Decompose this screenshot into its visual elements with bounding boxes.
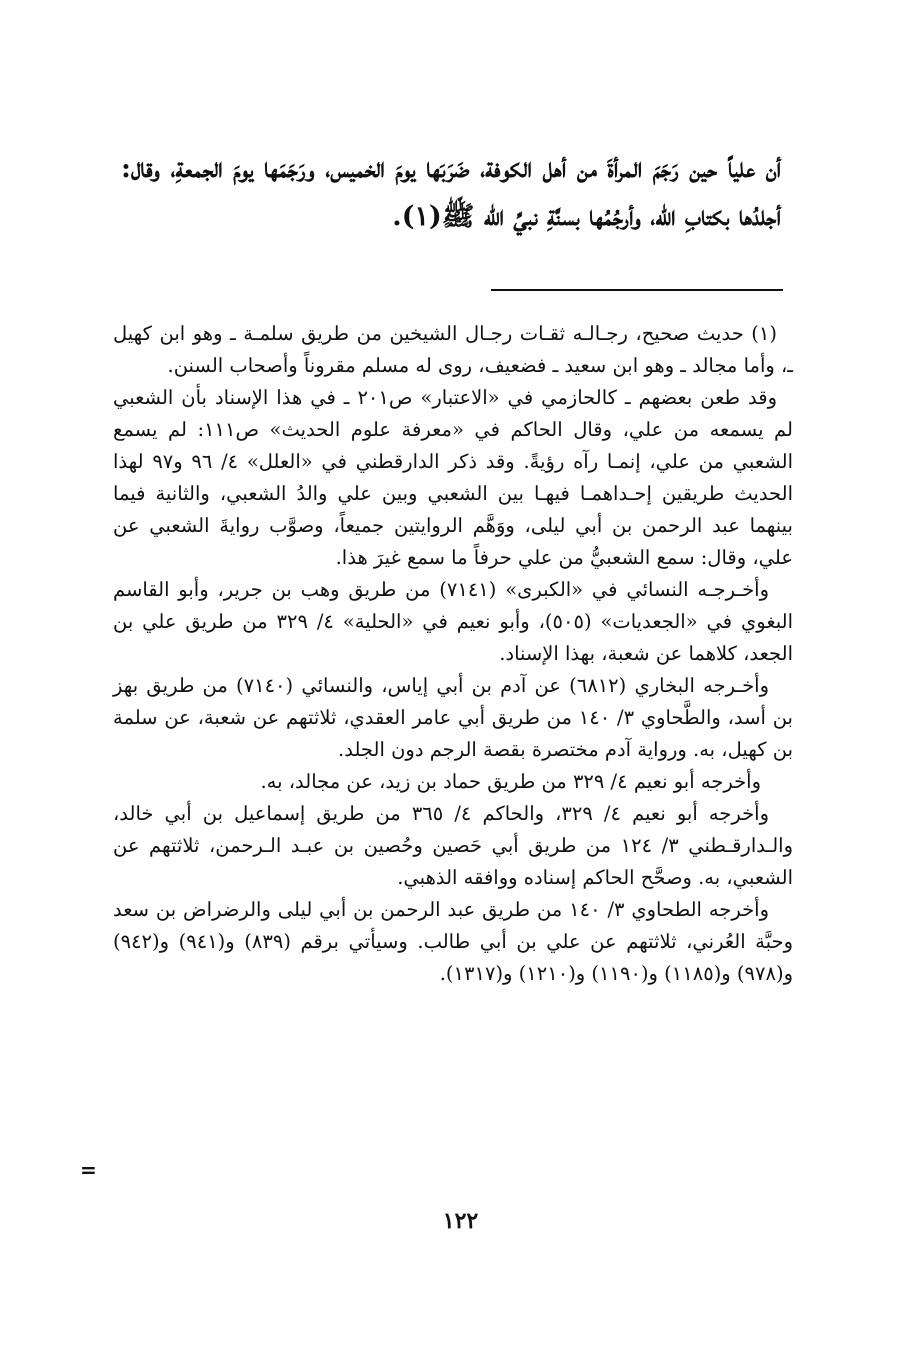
footnote-paragraph: (١) حديث صحيح، رجـالـه ثقـات رجـال الشيخين من طريق سلمـة ـ وهو ابن كهيل ـ، وأما مجالد ـ وهو ابن سعيد ـ فضعيف، روى له مسلم مقروناً وأصحاب السنن. bbox=[113, 322, 793, 377]
main-text: أن علياً حين رَجَمَ المرأةَ من أهل الكوفة، ضَرَبَها يومَ الخميس، ورَجَمَها يومَ الجمعةِ، وقال: أجلدُها بكتابِ الله، وأرجُمُها بسنَّةِ نبيِّ الله ﷺ(١). bbox=[121, 153, 781, 232]
footnotes-section bbox=[113, 318, 793, 990]
continuation-mark: = bbox=[80, 1158, 97, 1182]
footnote-paragraph: وأخـرجه البخاري (٦٨١٢) عن آدم بن أبي إياس، والنسائي (٧١٤٠) من طريق بهز بن أسد، والطَّحاوي ٣/ ١٤٠ من طريق أبي عامر العقدي، ثلاثتهم عن شعبة، عن سلمة بن كهيل، به. ورواية آدم مختصرة بقصة الرجم دون الجلد. bbox=[113, 674, 793, 761]
footnote-paragraph: وأخرجه الطحاوي ٣/ ١٤٠ من طريق عبد الرحمن بن أبي ليلى والرضراض بن سعد وحبَّة العُرني، ثلاثتهم عن علي بن أبي طالب. وسيأتي برقم (٨٣٩) و(٩٤١) و(٩٤٢) و(٩٧٨) و(١١٨٥) و(١١٩٠) و(١٢١٠) و(١٣١٧). bbox=[113, 898, 793, 985]
footnote-paragraph: وأخرجه أبو نعيم ٤/ ٣٢٩ من طريق حماد بن زيد، عن مجالد، به. bbox=[260, 770, 761, 793]
page-number: ١٢٢ bbox=[442, 1208, 479, 1234]
footnote-paragraph: وقد طعن بعضهم ـ كالحازمي في «الاعتبار» ص٢٠١ ـ في هذا الإسناد بأن الشعبي لم يسمعه من علي، وقال الحاكم في «معرفة علوم الحديث» ص١١١: لم يسمع الشعبي من علي، إنمـا رآه رؤيةً. وقد ذكر الدارقطني في «العلل» ٤/ ٩٦ و٩٧ لهذا الحديث طريقين إحـداهمـا فيهـا بين الشعبي وبين علي والدُ الشعبي، والثانية فيما بينهما عبد الرحمن بن أبي ليلى، ووَهَّم الروايتين جميعاً، وصوَّب روايةَ الشعبي عن علي، وقال: سمع الشعبيُّ من علي حرفاً ما سمع غيرَ هذا. bbox=[113, 386, 793, 569]
footnote-paragraph: وأخرجه أبو نعيم ٤/ ٣٢٩، والحاكم ٤/ ٣٦٥ من طريق إسماعيل بن أبي خالد، والـدارقـطني ٣/ ١٢٤ من طريق أبي حَصين وحُصين بن عبـد الـرحمن، ثلاثتهم عن الشعبي، به. وصحَّح الحاكم إسناده ووافقه الذهبي. bbox=[113, 802, 793, 889]
footnote-paragraph: وأخـرجـه النسائي في «الكبرى» (٧١٤١) من طريق وهب بن جرير، وأبو القاسم البغوي في «الجعديات» (٥٠٥)، وأبو نعيم في «الحلية» ٤/ ٣٢٩ من طريق علي بن الجعد، كلاهما عن شعبة، بهذا الإسناد. bbox=[113, 578, 793, 665]
footnote-divider bbox=[491, 289, 783, 291]
